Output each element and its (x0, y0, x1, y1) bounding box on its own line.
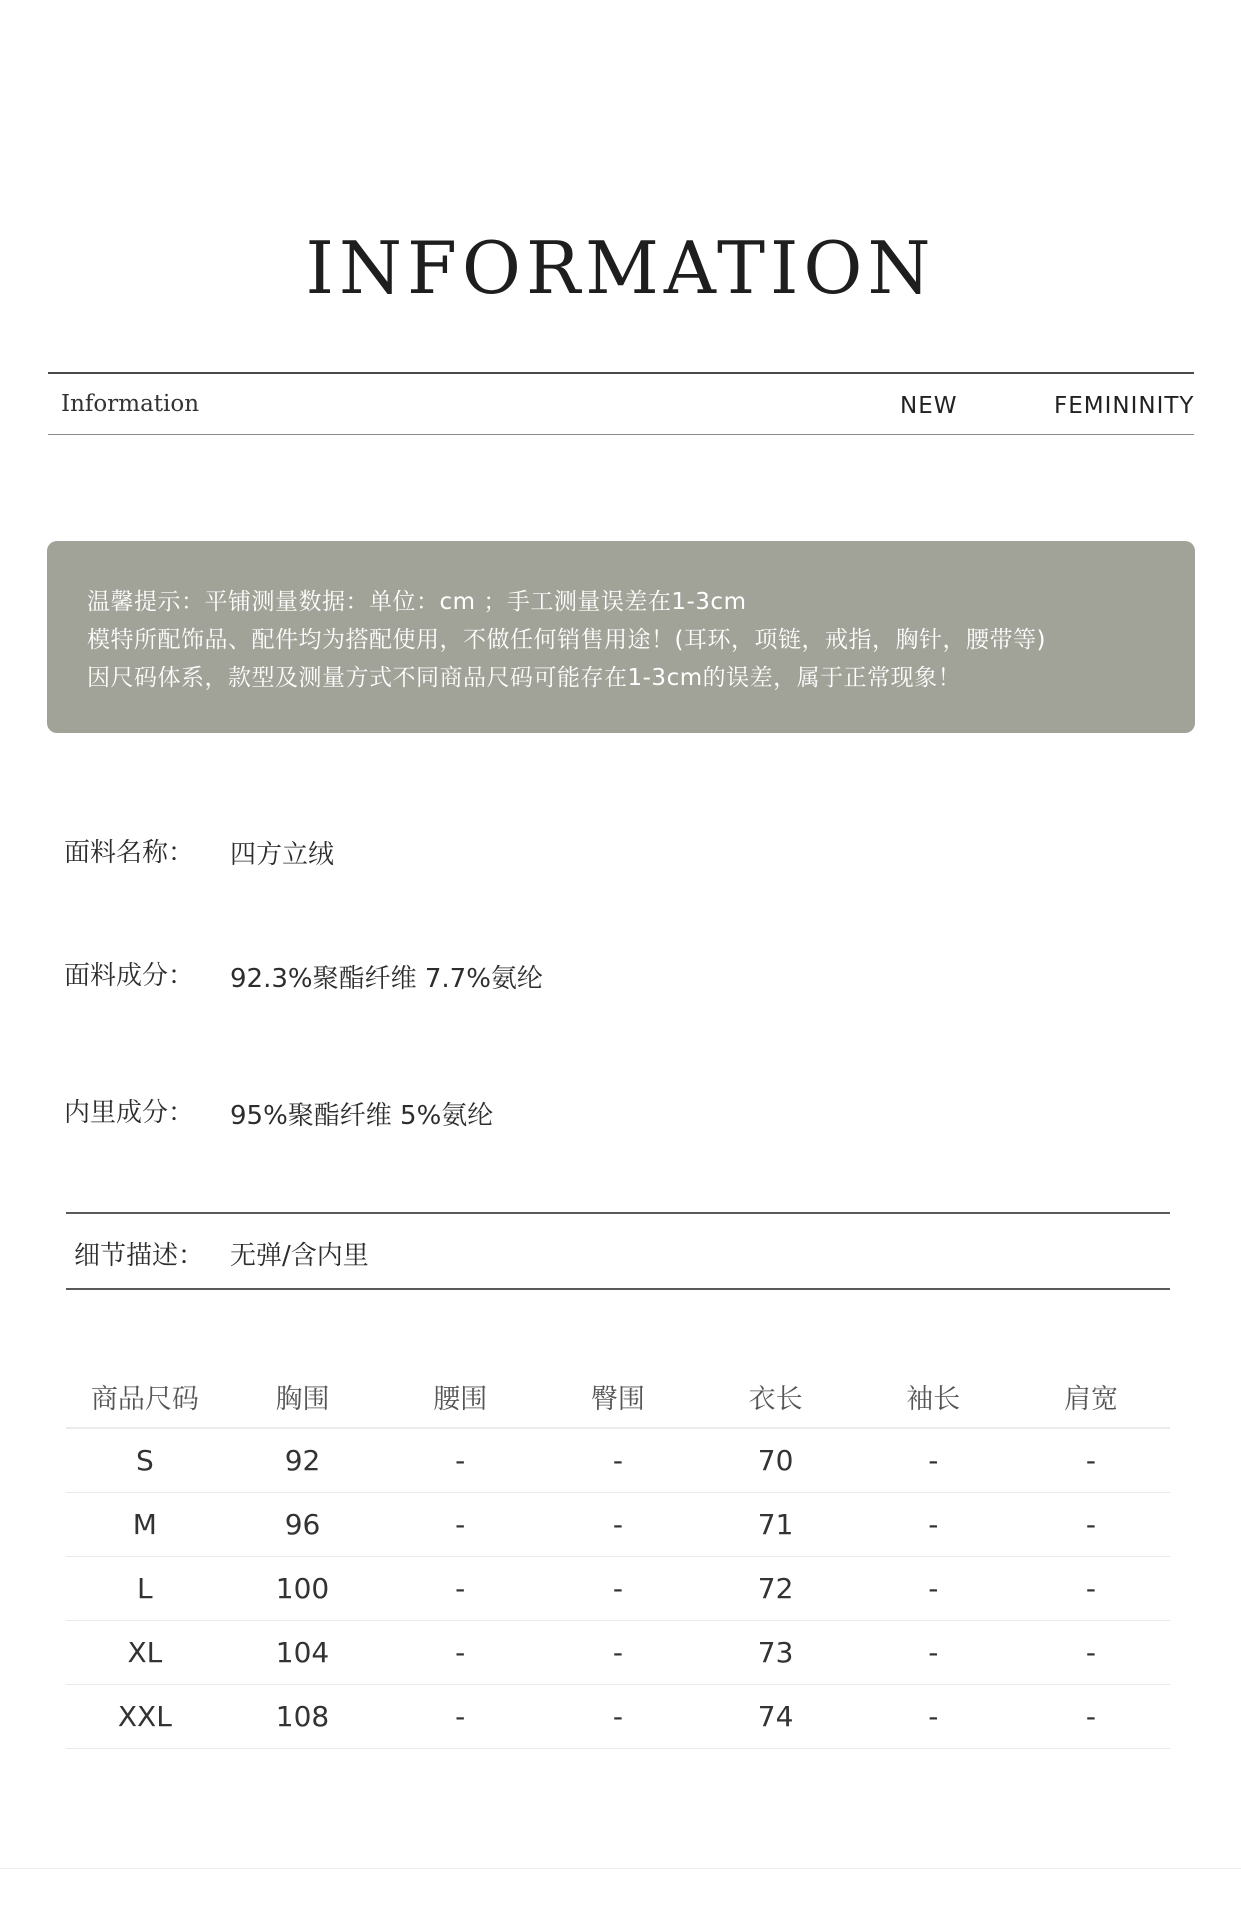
header-shoulder: 肩宽 (1063, 1383, 1118, 1415)
cell-length: 70 (757, 1444, 794, 1477)
cell-hip: - (612, 1508, 623, 1541)
detail-value: 无弹/含内里 (230, 1241, 369, 1271)
cell-length: 72 (757, 1572, 794, 1605)
cell-waist: - (455, 1700, 466, 1733)
lining-composition-label: 内里成分： (64, 1098, 195, 1128)
table-row (66, 1429, 1170, 1493)
cell-sleeve: - (928, 1444, 939, 1477)
page-title: INFORMATION (305, 226, 936, 310)
notice-line: 模特所配饰品、配件均为搭配使用，不做任何销售用途！(耳环，项链，戒指，胸针，腰带等) (87, 627, 1046, 653)
fabric-composition-label: 面料成分： (64, 961, 195, 991)
cell-size: M (132, 1508, 157, 1541)
detail-bottom-divider (66, 1288, 1170, 1290)
cell-chest: 100 (275, 1572, 330, 1605)
table-row (66, 1621, 1170, 1685)
header-chest: 胸围 (275, 1383, 330, 1415)
cell-chest: 108 (275, 1700, 330, 1733)
notice-box (47, 541, 1195, 733)
cell-length: 71 (757, 1508, 794, 1541)
cell-length: 74 (757, 1700, 794, 1733)
header-hip: 臀围 (590, 1383, 645, 1415)
cell-shoulder: - (1085, 1444, 1097, 1477)
table-row (66, 1685, 1170, 1749)
cell-shoulder: - (1085, 1572, 1097, 1605)
table-row (66, 1557, 1170, 1621)
table-row (66, 1493, 1170, 1557)
cell-length: 73 (757, 1636, 794, 1669)
cell-sleeve: - (928, 1636, 939, 1669)
notice-line: 温馨提示：平铺测量数据：单位：cm ；手工测量误差在1-3cm (87, 589, 747, 615)
fabric-composition-value: 92.3%聚酯纤维 7.7%氨纶 (230, 964, 543, 994)
header-sleeve: 袖长 (906, 1383, 961, 1415)
cell-sleeve: - (928, 1700, 939, 1733)
info-bar-bottom-divider (48, 434, 1194, 435)
cell-size: L (137, 1572, 153, 1605)
cell-waist: - (455, 1636, 466, 1669)
info-bar-label: Information (61, 391, 200, 417)
info-bar-new: NEW (900, 393, 958, 419)
header-size: 商品尺码 (90, 1383, 199, 1415)
top-divider (48, 372, 1194, 374)
cell-hip: - (612, 1444, 623, 1477)
cell-chest: 92 (284, 1444, 321, 1477)
cell-hip: - (612, 1572, 623, 1605)
size-table-header (66, 1365, 1170, 1429)
fabric-name-label: 面料名称： (64, 838, 195, 868)
header-length: 衣长 (748, 1383, 803, 1415)
header-waist: 腰围 (433, 1383, 488, 1415)
cell-chest: 104 (275, 1636, 330, 1669)
detail-label: 细节描述： (74, 1241, 205, 1271)
cell-size: XL (127, 1636, 163, 1669)
cell-size: S (135, 1444, 154, 1477)
detail-top-divider (66, 1212, 1170, 1214)
cell-shoulder: - (1085, 1508, 1097, 1541)
info-bar-femininity: FEMININITY (1054, 393, 1195, 419)
cell-hip: - (612, 1636, 623, 1669)
cell-sleeve: - (928, 1508, 939, 1541)
notice-line: 因尺码体系，款型及测量方式不同商品尺码可能存在1-3cm的误差，属于正常现象！ (87, 665, 962, 691)
cell-waist: - (455, 1508, 466, 1541)
cell-chest: 96 (284, 1508, 321, 1541)
cell-hip: - (612, 1700, 623, 1733)
cell-size: XXL (117, 1700, 172, 1733)
size-table (66, 1365, 1170, 1749)
cell-waist: - (455, 1444, 466, 1477)
lining-composition-value: 95%聚酯纤维 5%氨纶 (230, 1101, 494, 1131)
cell-sleeve: - (928, 1572, 939, 1605)
fabric-name-value: 四方立绒 (230, 840, 335, 870)
cell-shoulder: - (1085, 1636, 1097, 1669)
footer-divider (0, 1868, 1241, 1869)
cell-waist: - (455, 1572, 466, 1605)
cell-shoulder: - (1085, 1700, 1097, 1733)
